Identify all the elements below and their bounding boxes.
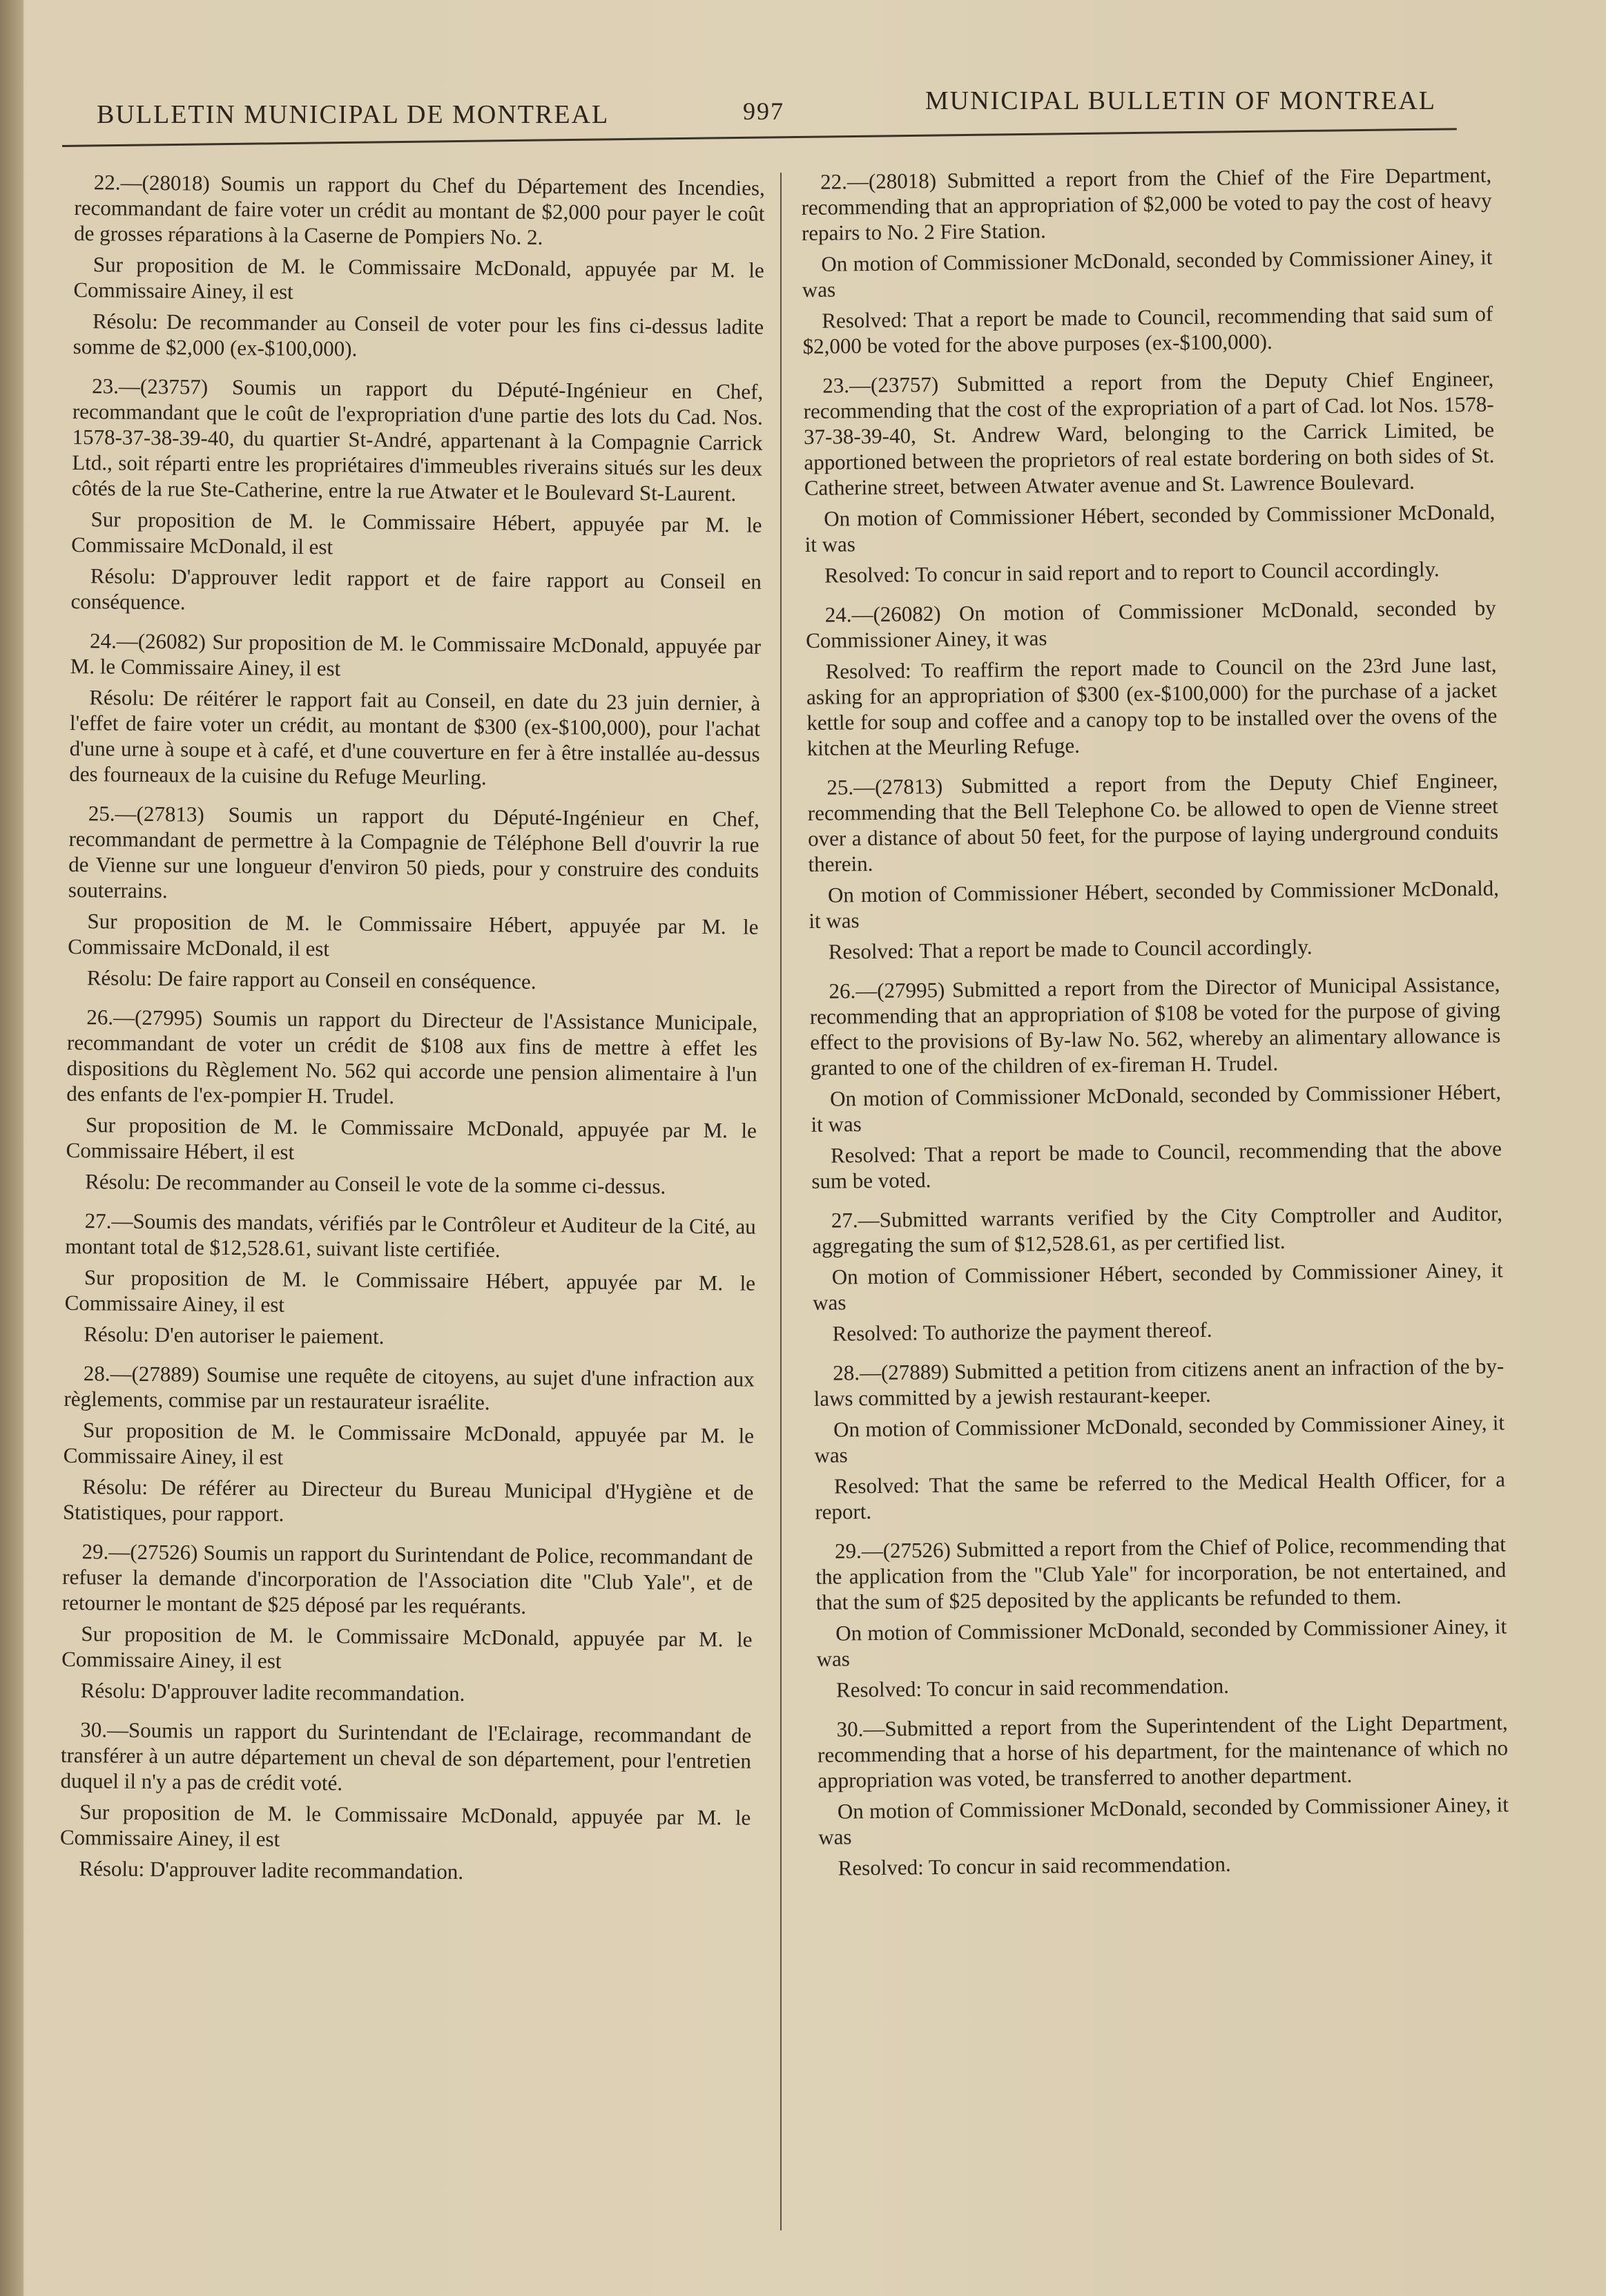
french-motion: Sur proposition de M. le Commissaire Hébert, appuyée par M. le Commissaire McDonald, il est: [71, 507, 762, 559]
english-item: [801, 162, 1493, 359]
english-report: 25.—(27813) Submitted a report from the Deputy Chief Engineer, recommending that the Bell Telephone Co. be allowed to open de Vienne street over a distance of about 50 feet, for the purpose of laying underground conduits therein.: [807, 768, 1499, 876]
english-report: 22.—(28018) Submitted a report from the Chief of the Fire Department, recommending that an appropriation of $2,000 be voted to pay the cost of heavy repairs to No. 2 Fire Station.: [801, 162, 1492, 245]
french-resolution: Résolu: De recommander au Conseil le vote de la somme ci-dessus.: [85, 1169, 666, 1199]
english-report: 26.—(27995) Submitted a report from the Director of Municipal Assistance, recommending that an appropriation of $108 be voted for the purpose of giving effect to the provisions of By-law No. 562, whereby an alimentary allowance is granted to one of the children of ex-fireman H. Trudel.: [809, 972, 1501, 1080]
french-motion: Sur proposition de M. le Commissaire McDonald, appuyée par M. le Commissaire Ainey, il est: [61, 1621, 753, 1673]
french-resolution: Résolu: D'approuver ladite recommandation.: [79, 1856, 464, 1884]
english-resolution: Resolved: To concur in said recommendation.: [835, 1673, 1230, 1702]
french-resolution: Résolu: De réitérer le rapport fait au Conseil, en date du 23 juin dernier, à l'effet de faire voter un crédit, au montant de $300 (ex-$100,000), pour l'achat d'une urne à soupe et à café, et d'une couverture en fer à être installée au-dessus des fourneaux de la cuisine du Refuge Meurling.: [69, 685, 761, 790]
english-item: [803, 366, 1496, 588]
french-report: 26.—(27995) Soumis un rapport du Directeur de l'Assistance Municipale, recommandant de voter un crédit de $108 aux fins de mettre à effet les dispositions du Règlement No. 562 qui accorde une pension alimentaire à l'un des enfants de l'ex-pompier H. Trudel.: [66, 1005, 758, 1109]
french-item: [63, 1360, 755, 1531]
french-item: [64, 1208, 756, 1353]
french-item: [70, 373, 763, 620]
english-motion: On motion of Commissioner Hébert, seconded by Commissioner McDonald, it was: [804, 499, 1496, 557]
english-resolution: Resolved: That the same be referred to the Medical Health Officer, for a report.: [815, 1467, 1506, 1524]
english-column: [801, 162, 1509, 1895]
french-resolution: Résolu: D'approuver ladite recommandation.: [80, 1678, 465, 1706]
english-motion: On motion of Commissioner Hébert, seconded by Commissioner Ainey, it was: [813, 1257, 1503, 1315]
french-resolution: Résolu: D'en autoriser le paiement.: [84, 1322, 385, 1349]
header-rule: [62, 128, 1457, 147]
english-report: 30.—Submitted a report from the Superintendent of the Light Department, recommending that a horse of his department, for the maintenance of which no appropriation was voted, be transferred to another department.: [817, 1710, 1509, 1793]
english-resolution: Resolved: To authorize the payment thereof.: [832, 1317, 1212, 1346]
english-motion: On motion of Commissioner McDonald, seconded by Commissioner Ainey, it was: [814, 1410, 1505, 1467]
english-resolution: Resolved: To concur in said report and to report to Council accordingly.: [824, 557, 1440, 588]
french-report: 29.—(27526) Soumis un rapport du Surintendant de Police, recommandant de refuser la demande d'incorporation de l'Association dite "Club Yale", et de retourner le montant de $25 déposé par les requérants.: [61, 1539, 753, 1619]
header-right-title: MUNICIPAL BULLETIN OF MONTREAL: [925, 86, 1436, 115]
english-item: [807, 767, 1500, 964]
english-item: [809, 971, 1502, 1193]
french-report: 25.—(27813) Soumis un rapport du Député-Ingénieur en Chef, recommandant de permettre à la Compagnie de Téléphone Bell d'ouvrir la rue de Vienne sur une longueur d'environ 50 pieds, pour y construire des conduits souterrains.: [68, 801, 760, 903]
english-resolution: Resolved: That a report be made to Council, recommending that said sum of $2,000 be voted for the above purposes (ex-$100,000).: [802, 301, 1493, 358]
french-item: [66, 1004, 757, 1200]
header-left-title: BULLETIN MUNICIPAL DE MONTREAL: [97, 100, 610, 129]
english-resolution: Resolved: To concur in said recommendation.: [838, 1851, 1231, 1880]
french-report: 22.—(28018) Soumis un rapport du Chef du Département des Incendies, recommandant de faire voter un crédit au montant de $2,000 pour payer le coût de grosses réparations à la Caserne de Pompiers No. 2.: [74, 170, 765, 249]
english-motion: On motion of Commissioner McDonald, seconded by Commissioner Hébert, it was: [811, 1079, 1502, 1137]
english-motion: On motion of Commissioner McDonald, seconded by Commissioner Ainey, it was: [818, 1792, 1509, 1849]
french-motion: Sur proposition de M. le Commissaire Hébert, appuyée par M. le Commissaire Ainey, il est: [64, 1265, 756, 1317]
french-motion: Sur proposition de M. le Commissaire McDonald, appuyée par M. le Commissaire Ainey, il est: [63, 1418, 755, 1469]
page-edge: [0, 0, 23, 2296]
french-report: 27.—Soumis des mandats, vérifiés par le Contrôleur et Auditeur de la Cité, au montant total de $12,528.61, suivant liste certifiée.: [65, 1208, 756, 1262]
english-motion: On motion of Commissioner McDonald, seconded by Commissioner Ainey, it was: [816, 1614, 1507, 1671]
french-resolution: Résolu: D'approuver ledit rapport et de faire rapport au Conseil en conséquence.: [70, 563, 762, 615]
french-item: [68, 800, 760, 996]
french-column: [59, 169, 765, 1901]
english-item: [813, 1353, 1505, 1524]
french-item: [59, 1717, 751, 1887]
english-report: 23.—(23757) Submitted a report from the Deputy Chief Engineer, recommending that the cost of the expropriation of a part of Cad. lot Nos. 1578-37-38-39-40, St. Andrew Ward, belonging to the Carrick Limited, be apportioned between the proprietors of real estate bordering on both sides of St. Catherine street, between Atwater avenue and St. Lawrence Boulevard.: [803, 366, 1495, 500]
page-number: 997: [743, 97, 784, 125]
english-resolution: Resolved: That a report be made to Council accordingly.: [828, 934, 1313, 964]
french-motion: Sur proposition de M. le Commissaire Hébert, appuyée par M. le Commissaire McDonald, il est: [68, 909, 759, 961]
english-item: [817, 1709, 1509, 1880]
french-item: [73, 169, 765, 365]
english-item: [812, 1200, 1504, 1346]
english-resolution: Resolved: That a report be made to Council, recommending that the above sum be voted.: [811, 1136, 1502, 1193]
french-item: [61, 1538, 753, 1709]
english-motion: On motion of Commissioner McDonald, seconded by Commissioner Ainey, it was: [802, 244, 1493, 302]
english-resolution: Resolved: To reaffirm the report made to Council on the 23rd June last, asking for an appropriation of $300 (ex-$100,000) for the purchase of a jacket kettle for soup and coffee and a canopy top to be installed over the ovens of the kitchen at the Meurling Refuge.: [806, 652, 1498, 760]
french-report: 28.—(27889) Soumise une requête de citoyens, au sujet d'une infraction aux règlements, commise par un restaurateur israélite.: [64, 1361, 755, 1415]
french-resolution: Résolu: De faire rapport au Conseil en conséquence.: [86, 965, 536, 994]
english-item: [806, 595, 1498, 760]
french-motion: Sur proposition de M. le Commissaire McDonald, appuyée par M. le Commissaire Ainey, il est: [73, 252, 764, 304]
english-motion: On motion of Commissioner Hébert, seconded by Commissioner McDonald, it was: [809, 876, 1500, 933]
english-report: 28.—(27889) Submitted a petition from citizens anent an infraction of the by-laws committed by a jewish restaurant-keeper.: [813, 1353, 1505, 1411]
french-report: 30.—Soumis un rapport du Surintendant de l'Eclairage, recommandant de transférer à un autre département un cheval de son département, pour l'entretien duquel il n'y a pas de crédit voté.: [60, 1717, 752, 1795]
english-report: 29.—(27526) Submitted a report from the Chief of Police, recommending that the application from the "Club Yale" for incorporation, be not entertained, and that the sum of $25 deposited by the applicants be refunded to them.: [815, 1532, 1507, 1614]
column-divider: [780, 173, 782, 2230]
french-resolution: Résolu: De référer au Directeur du Bureau Municipal d'Hygiène et de Statistiques, pour rapport.: [62, 1474, 754, 1526]
english-report: 24.—(26082) On motion of Commissioner McDonald, seconded by Commissioner Ainey, it was: [805, 595, 1496, 653]
french-report: 23.—(23757) Soumis un rapport du Député-Ingénieur en Chef, recommandant que le coût de l'expropriation d'une partie des lots du Cad. Nos. 1578-37-38-39-40, du quartier St-André, appartenant à la Compagnie Carrick Ltd., soit réparti entre les propriétaires d'immeubles riverains situés sur les deux côtés de la rue Ste-Catherine, entre la rue Atwater et le Boulevard St-Laurent.: [71, 374, 764, 506]
page-header: [90, 81, 1450, 130]
french-resolution: Résolu: De recommander au Conseil de voter pour les fins ci-dessus ladite somme de $2,000 (ex-$100,000).: [72, 309, 764, 361]
french-report: 24.—(26082) Sur proposition de M. le Commissaire McDonald, appuyée par M. le Commissaire Ainey, il est: [70, 628, 762, 681]
english-item: [815, 1531, 1507, 1702]
french-item: [69, 628, 761, 793]
french-motion: Sur proposition de M. le Commissaire McDonald, appuyée par M. le Commissaire Ainey, il est: [59, 1800, 751, 1851]
french-motion: Sur proposition de M. le Commissaire McDonald, appuyée par M. le Commissaire Hébert, il est: [66, 1112, 757, 1164]
english-report: 27.—Submitted warrants verified by the City Comptroller and Auditor, aggregating the sum of $12,528.61, as per certified list.: [812, 1201, 1503, 1258]
